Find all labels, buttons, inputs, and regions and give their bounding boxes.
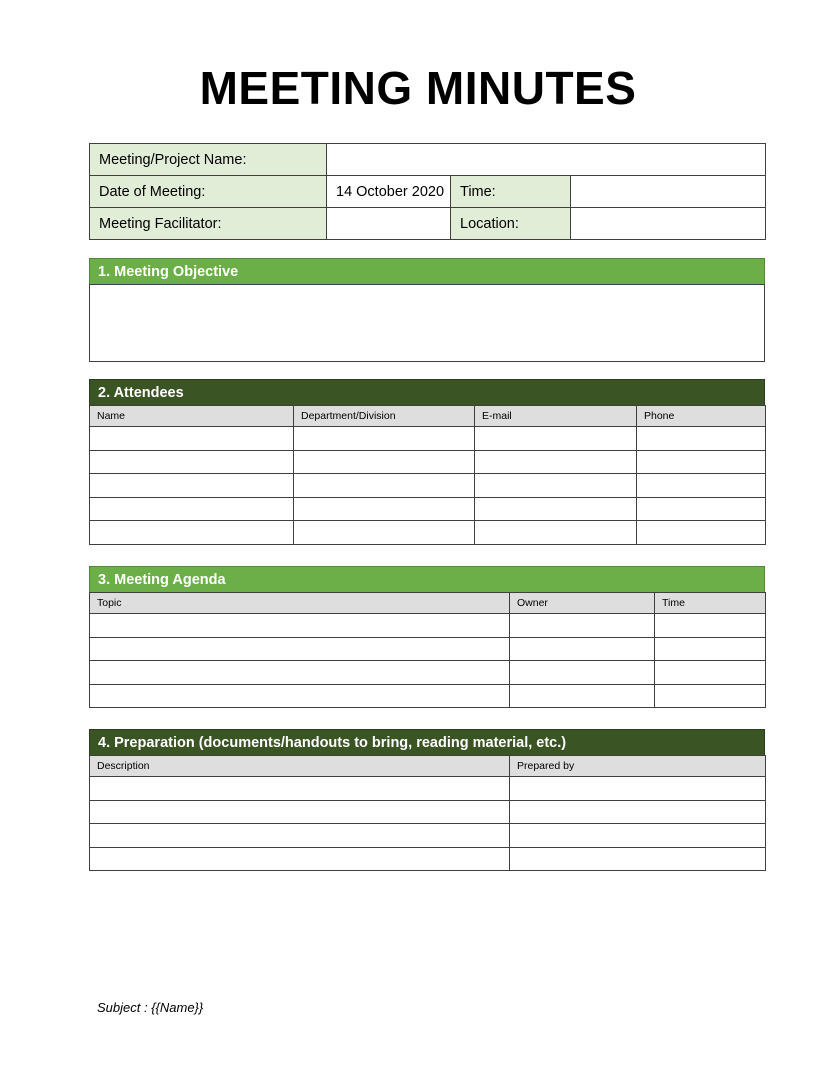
table-row	[90, 684, 766, 708]
cell-email[interactable]	[475, 474, 637, 498]
cell-name[interactable]	[90, 497, 294, 521]
cell-topic[interactable]	[90, 684, 510, 708]
cell-description[interactable]	[90, 847, 510, 871]
table-row	[90, 497, 766, 521]
col-header-phone: Phone	[637, 406, 766, 427]
table-row	[90, 777, 766, 801]
cell-department[interactable]	[294, 427, 475, 451]
table-header-row	[90, 406, 766, 427]
cell-prepared-by[interactable]	[510, 800, 766, 824]
table-row	[90, 176, 766, 208]
cell-department[interactable]	[294, 497, 475, 521]
section-heading-objective: 1. Meeting Objective	[89, 258, 765, 284]
table-row	[90, 427, 766, 451]
table-row	[90, 450, 766, 474]
footer-subject-line: Subject : {{Name}}	[97, 1000, 204, 1015]
table-row	[90, 614, 766, 638]
cell-description[interactable]	[90, 777, 510, 801]
cell-time[interactable]	[655, 614, 766, 638]
table-row	[90, 521, 766, 545]
cell-owner[interactable]	[510, 684, 655, 708]
cell-description[interactable]	[90, 800, 510, 824]
cell-department[interactable]	[294, 474, 475, 498]
cell-prepared-by[interactable]	[510, 777, 766, 801]
section-attendees	[89, 379, 765, 545]
cell-department[interactable]	[294, 450, 475, 474]
table-header-row	[90, 593, 766, 614]
table-row	[90, 144, 766, 176]
col-header-time: Time	[655, 593, 766, 614]
table-row	[90, 824, 766, 848]
date-of-meeting-value[interactable]: 14 October 2020	[327, 176, 451, 208]
section-heading-preparation: 4. Preparation (documents/handouts to bring, reading material, etc.)	[89, 729, 765, 755]
cell-phone[interactable]	[637, 521, 766, 545]
cell-email[interactable]	[475, 497, 637, 521]
cell-name[interactable]	[90, 521, 294, 545]
col-header-department: Department/Division	[294, 406, 475, 427]
cell-name[interactable]	[90, 427, 294, 451]
cell-name[interactable]	[90, 450, 294, 474]
section-preparation	[89, 729, 765, 871]
meeting-name-value[interactable]	[327, 144, 766, 176]
col-header-prepared-by: Prepared by	[510, 756, 766, 777]
location-value[interactable]	[571, 208, 766, 240]
cell-owner[interactable]	[510, 614, 655, 638]
cell-name[interactable]	[90, 474, 294, 498]
col-header-topic: Topic	[90, 593, 510, 614]
cell-email[interactable]	[475, 521, 637, 545]
meeting-facilitator-value[interactable]	[327, 208, 451, 240]
table-row	[90, 661, 766, 685]
table-row	[90, 474, 766, 498]
page-title: MEETING MINUTES	[199, 62, 637, 114]
cell-time[interactable]	[655, 684, 766, 708]
table-row	[90, 637, 766, 661]
cell-phone[interactable]	[637, 474, 766, 498]
col-header-owner: Owner	[510, 593, 655, 614]
meeting-objective-textarea[interactable]	[89, 284, 765, 362]
meeting-info-table	[89, 143, 765, 240]
cell-topic[interactable]	[90, 614, 510, 638]
cell-prepared-by[interactable]	[510, 824, 766, 848]
date-of-meeting-label: Date of Meeting:	[90, 176, 327, 208]
cell-description[interactable]	[90, 824, 510, 848]
cell-owner[interactable]	[510, 661, 655, 685]
cell-phone[interactable]	[637, 427, 766, 451]
cell-topic[interactable]	[90, 661, 510, 685]
section-heading-agenda: 3. Meeting Agenda	[89, 566, 765, 592]
section-heading-attendees: 2. Attendees	[89, 379, 765, 405]
table-row	[90, 800, 766, 824]
time-value[interactable]	[571, 176, 766, 208]
cell-phone[interactable]	[637, 450, 766, 474]
section-meeting-objective	[89, 258, 765, 362]
table-header-row	[90, 756, 766, 777]
cell-time[interactable]	[655, 661, 766, 685]
cell-department[interactable]	[294, 521, 475, 545]
meeting-facilitator-label: Meeting Facilitator:	[90, 208, 327, 240]
cell-time[interactable]	[655, 637, 766, 661]
cell-email[interactable]	[475, 450, 637, 474]
table-row	[90, 208, 766, 240]
col-header-email: E-mail	[475, 406, 637, 427]
cell-phone[interactable]	[637, 497, 766, 521]
cell-owner[interactable]	[510, 637, 655, 661]
time-label: Time:	[451, 176, 571, 208]
col-header-name: Name	[90, 406, 294, 427]
table-row	[90, 847, 766, 871]
meeting-name-label: Meeting/Project Name:	[90, 144, 327, 176]
col-header-description: Description	[90, 756, 510, 777]
cell-prepared-by[interactable]	[510, 847, 766, 871]
cell-email[interactable]	[475, 427, 637, 451]
section-meeting-agenda	[89, 566, 765, 708]
location-label: Location:	[451, 208, 571, 240]
cell-topic[interactable]	[90, 637, 510, 661]
